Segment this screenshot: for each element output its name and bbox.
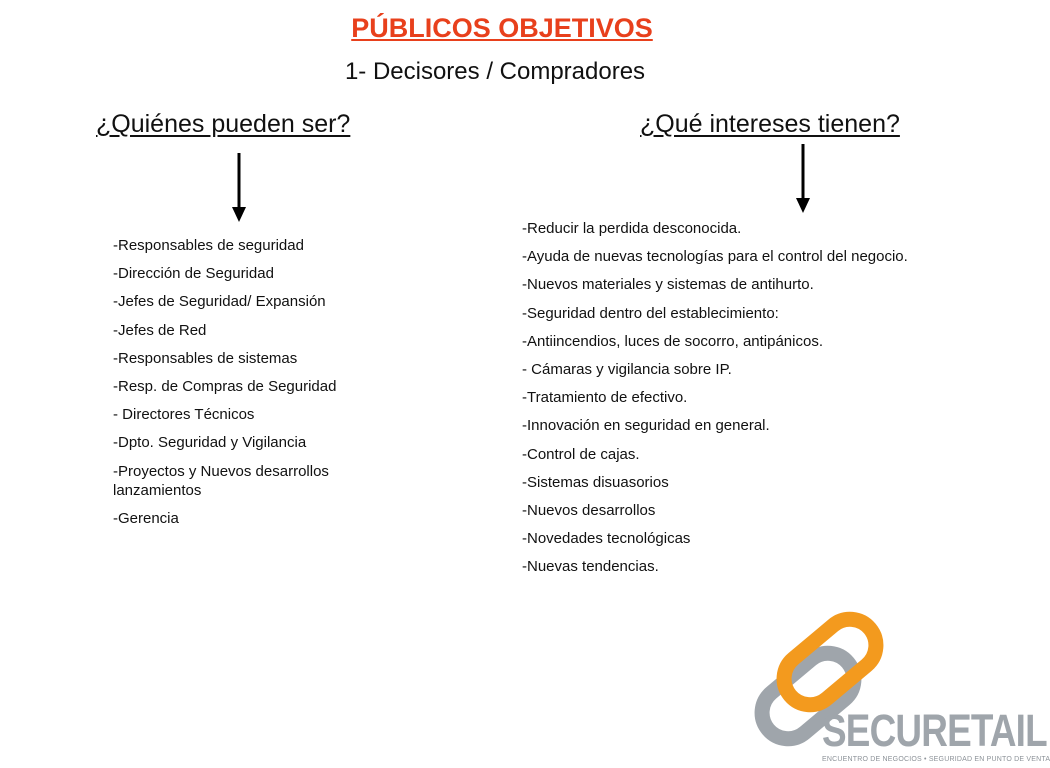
list-item: -Gerencia	[113, 509, 179, 527]
down-arrow-icon	[794, 144, 812, 214]
list-item: -Proyectos y Nuevos desarrollos lanzamientos	[113, 462, 329, 499]
list-item: -Sistemas disuasorios	[522, 473, 669, 491]
left-items-list	[113, 236, 413, 537]
list-item: -Dpto. Seguridad y Vigilancia	[113, 434, 307, 452]
list-item: -Innovación en seguridad en general.	[522, 417, 770, 435]
list-item: -Novedades tecnológicas	[522, 530, 691, 548]
logo-tagline: ENCUENTRO DE NEGOCIOS • SEGURIDAD EN PUNTO DE VENTA	[822, 756, 1050, 763]
logo-orange-link	[773, 609, 886, 716]
logo-wordmark: SECURETAIL	[822, 705, 1047, 756]
list-item: -Responsables de sistemas	[113, 349, 298, 367]
list-item: -Ayuda de nuevas tecnologías para el control del negocio.	[522, 248, 908, 266]
list-item: -Control de cajas.	[522, 445, 640, 463]
list-item: -Responsables de seguridad	[113, 237, 304, 254]
list-item: -Jefes de Seguridad/ Expansión	[113, 293, 326, 311]
page-subtitle: 1- Decisores / Compradores	[344, 58, 646, 85]
down-arrow-icon	[230, 153, 248, 223]
right-items-list	[522, 219, 962, 585]
list-item: -Tratamiento de efectivo.	[522, 389, 688, 407]
list-item: -Nuevas tendencias.	[522, 558, 659, 576]
left-column-heading: ¿Quiénes pueden ser?	[96, 110, 351, 138]
list-item: -Resp. de Compras de Seguridad	[113, 377, 337, 395]
list-item: - Cámaras y vigilancia sobre IP.	[522, 360, 732, 378]
page-title-text: PÚBLICOS OBJETIVOS	[351, 13, 653, 43]
list-item: -Dirección de Seguridad	[113, 265, 274, 283]
list-item: -Nuevos desarrollos	[522, 501, 656, 519]
right-column-heading: ¿Qué intereses tienen?	[640, 110, 900, 138]
list-item: -Reducir la perdida desconocida.	[522, 220, 742, 237]
list-item: -Antiincendios, luces de socorro, antipánicos.	[522, 332, 823, 350]
list-item: -Jefes de Red	[113, 321, 207, 339]
list-item: - Directores Técnicos	[113, 406, 255, 424]
list-item: -Nuevos materiales y sistemas de antihurto.	[522, 276, 814, 294]
page-title	[0, 13, 1004, 44]
list-item: -Seguridad dentro del establecimiento:	[522, 304, 779, 322]
